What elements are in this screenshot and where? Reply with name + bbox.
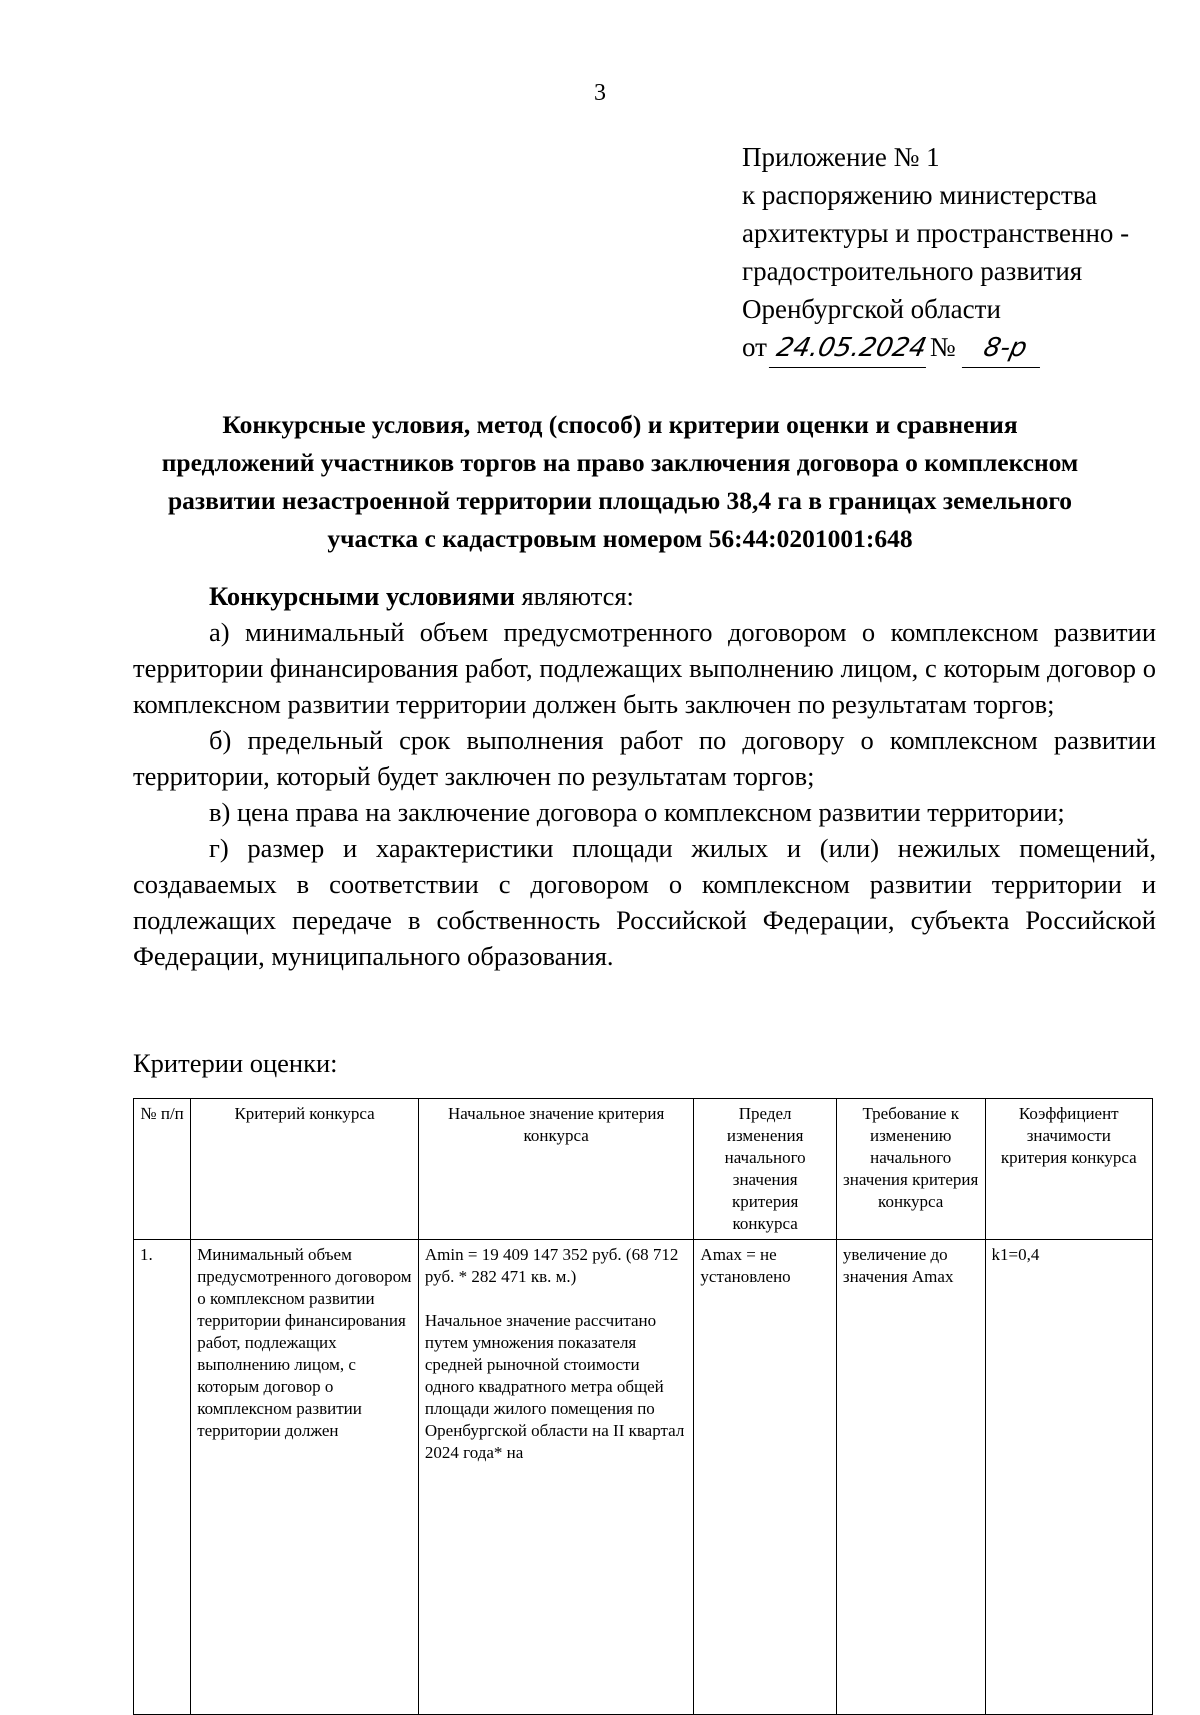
conditions-section xyxy=(133,578,1156,974)
cell-number: 1. xyxy=(134,1240,191,1715)
cell-criterion: Минимальный объем предусмотренного договором о комплексном развитии территории финансирования работ, подлежащих выполнению лицом, с которым договор о комплексном развитии территории должен xyxy=(191,1240,419,1715)
table-row xyxy=(134,1240,1153,1715)
handwritten-number: 8-р xyxy=(961,329,1048,368)
condition-item: б) предельный срок выполнения работ по договору о комплексном развитии территории, который будет заключен по результатам торгов; xyxy=(133,725,1156,791)
header-number: № п/п xyxy=(134,1099,191,1240)
header-coefficient: Коэффициент значимости критерия конкурса xyxy=(985,1099,1152,1240)
page-number: 3 xyxy=(594,80,606,106)
cell-initial-value xyxy=(418,1240,694,1715)
date-prefix: от xyxy=(742,332,767,362)
header-requirement: Требование к изменению начального значения критерия конкурса xyxy=(836,1099,985,1240)
appendix-line: Приложение № 1 xyxy=(742,142,940,172)
cell-coefficient: k1=0,4 xyxy=(985,1240,1152,1715)
appendix-date-line xyxy=(742,328,1129,368)
conditions-lead-rest: являются: xyxy=(514,581,634,611)
appendix-block xyxy=(742,138,1129,368)
table-header-row xyxy=(134,1099,1153,1240)
appendix-line: архитектуры и пространственно - xyxy=(742,218,1130,248)
header-limit: Предел изменения начального значения критерия конкурса xyxy=(694,1099,836,1240)
appendix-line: к распоряжению министерства xyxy=(742,180,1098,210)
condition-item: а) минимальный объем предусмотренного договором о комплексном развитии территории финансирования работ, подлежащих выполнению лицом, с которым договор о комплексном развитии территории должен быть заключен по результатам торгов; xyxy=(133,617,1156,719)
appendix-line: Оренбургской области xyxy=(742,294,1001,324)
criteria-label: Критерии оценки: xyxy=(133,1048,338,1078)
number-prefix: № xyxy=(929,332,956,362)
header-criterion: Критерий конкурса xyxy=(191,1099,419,1240)
handwritten-date: 24.05.2024 xyxy=(769,329,934,368)
conditions-lead-bold: Конкурсными условиями xyxy=(209,581,515,611)
appendix-line: градостроительного развития xyxy=(742,256,1083,286)
initial-value-note: Начальное значение рассчитано путем умножения показателя средней рыночной стоимости одного квадратного метра общей площади жилого помещения по Оренбургской области на II квартал 2024 года* на xyxy=(424,1311,685,1462)
criteria-table xyxy=(133,1098,1153,1715)
header-initial-value: Начальное значение критерия конкурса xyxy=(418,1099,694,1240)
document-title: Конкурсные условия, метод (способ) и критерии оценки и сравнения предложений участников торгов на право заключения договора о комплексном развитии незастроенной территории площадью 38,4 га в границах земельного участка с кадастровым номером 56:44:0201001:648 xyxy=(161,410,1079,553)
cell-requirement: увеличение до значения Amax xyxy=(836,1240,985,1715)
condition-item: г) размер и характеристики площади жилых и (или) нежилых помещений, создаваемых в соответствии с договором о комплексном развитии территории и подлежащих передаче в собственность Российской Федерации, субъекта Российской Федерации, муниципального образования. xyxy=(133,833,1156,971)
initial-value-formula: Amin = 19 409 147 352 руб. (68 712 руб. * 282 471 кв. м.) xyxy=(424,1245,679,1286)
condition-item: в) цена права на заключение договора о комплексном развитии территории; xyxy=(209,797,1065,827)
conditions-lead xyxy=(133,578,1156,614)
cell-limit: Amax = не установлено xyxy=(694,1240,836,1715)
